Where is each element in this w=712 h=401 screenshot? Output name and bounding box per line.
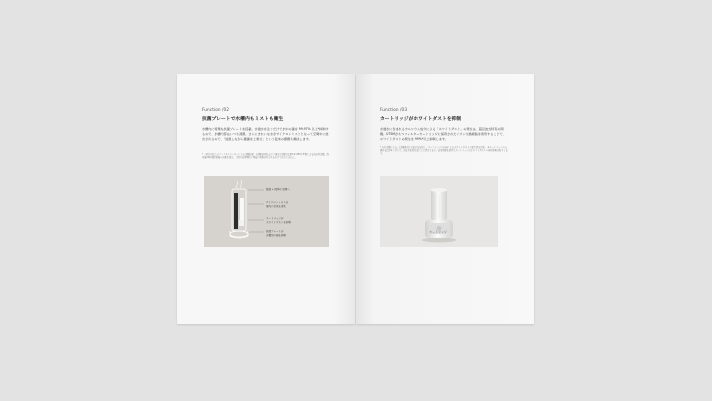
cartridge-caption: カートリッジ — [429, 230, 447, 234]
cartridge-photo — [380, 176, 498, 247]
function-label-03: Function /03 — [380, 107, 408, 112]
callout-plate-1: 抗菌プレートが — [266, 230, 284, 233]
callout-cyclone-2: 室内の空気を浄化 — [266, 205, 287, 208]
callout-cartridge-1: カートリッジが — [266, 217, 284, 220]
callout-mist: 除菌 + 除臭の空間へ — [266, 188, 290, 191]
right-page — [356, 74, 534, 324]
humidifier-diagram — [204, 176, 329, 247]
function-label-02: Function /02 — [202, 107, 230, 112]
right-page-notes: * 自社試験による。[試験条件] 水道水を使用し、カートリッジの有無によるホワイトダストの発生量を比較。 ※カートリッジの交換目安は約2ヶ月です。水質や使用状況により異なります。使用期間を過ぎたカートリッジはホワイトダストの抑制効果が低下します。 — [380, 146, 508, 156]
right-page-title: カートリッジがホワイトダストを抑制 — [380, 117, 462, 122]
right-page-body: 水道水に含まれるカルシウム成分による「ホワイトダスト」の発生は、超音波式特有の問題。UTSMがもつフィルターカートリッジに採用されたイオン交換樹脂を使用することで、ホワイトダストの発生を 99%*以上抑制します。 — [380, 127, 506, 141]
left-page — [177, 74, 355, 324]
callout-plate-2: 水槽内の菌を抑制 — [266, 234, 287, 237]
left-page-notes: * 一般社団法人カケンテストセンターによる試験結果。[試験菌]黄色ぶどう球菌 [試験方法]JIS Z 2801 準拠による抗菌性試験。静置後24時間経過後の菌数を測定。実際の使用環境で同様の効果が得られるわけではありません。 — [202, 153, 329, 160]
left-page-title: 抗菌プレートで水槽内もミストも衛生 — [202, 117, 284, 122]
left-page-body: 水槽内に特殊な抗菌プレートを搭載。水道水を注ぐだけで水中の菌を 99.97% 以上*抑制するので、水槽内部はいつも清潔。さらにきれいな水がサイクロンミストとなって空間中に放出されるので、「加湿しながら雑菌を上乗せ」という従来の課題も解決します。 — [202, 127, 329, 141]
cartridge-illustration — [380, 176, 498, 247]
callout-cyclone-1: サイクロンミストが — [266, 201, 289, 204]
callout-cartridge-2: ホワイトダストを抑制 — [266, 221, 291, 224]
